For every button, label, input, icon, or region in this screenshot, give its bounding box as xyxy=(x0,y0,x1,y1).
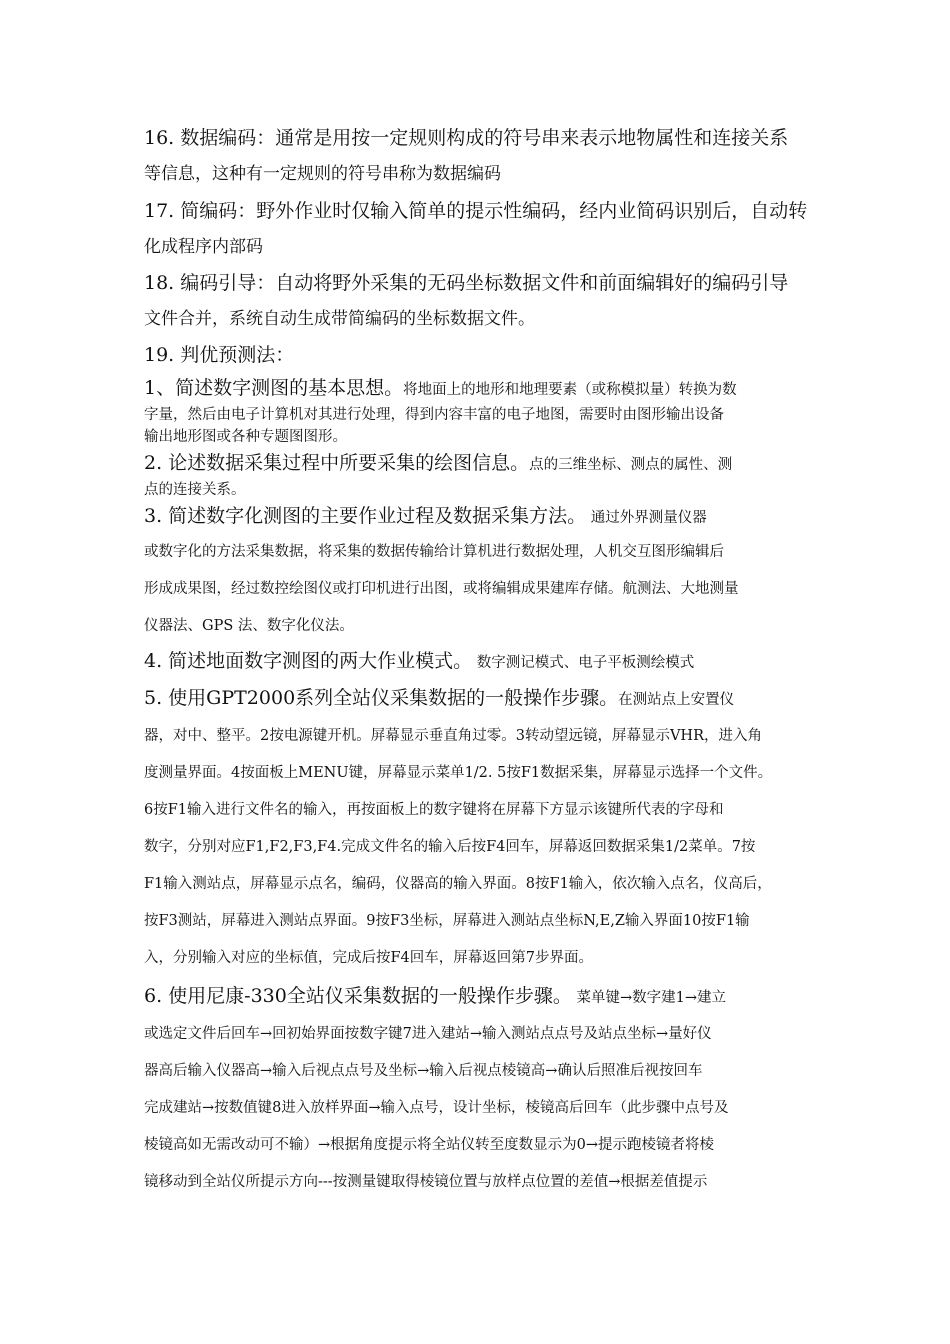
answer-line: 字量，然后由电子计算机对其进行处理，得到内容丰富的电子地图，需要时由图形输出设备 xyxy=(144,407,724,423)
answer-line: 完成建站→按数值键8进入放样界面→输入点号，设计坐标，棱镜高后回车（此步骤中点号及 xyxy=(144,1100,729,1116)
answer-line: 镜移动到全站仪所提示方向---按测量键取得棱镜位置与放样点位置的差值→根据差值提示 xyxy=(144,1174,708,1190)
paragraph-18 xyxy=(144,265,812,337)
answer-line: 6按F1输入进行文件名的输入，再按面板上的数字键将在屏幕下方显示该键所代表的字母和 xyxy=(144,802,724,818)
answer-line: 输出地形图或各种专题图图形。 xyxy=(144,429,347,445)
answer-text: 数字测记模式、电子平板测绘模式 xyxy=(472,655,695,671)
text-line: 16. 数据编码：通常是用按一定规则构成的符号串来表示地物属性和连接关系 xyxy=(144,127,789,149)
question-5 xyxy=(144,680,812,977)
answer-line: 棱镜高如无需改动可不输）→根据角度提示将全站仪转至度数显示为0→提示跑棱镜者将棱 xyxy=(144,1137,715,1153)
answer-line: 或数字化的方法采集数据，将采集的数据传输给计算机进行数据处理，人机交互图形编辑后 xyxy=(144,544,724,560)
answer-text: 在测站点上安置仪 xyxy=(618,692,735,708)
question-heading: 2. 论述数据采集过程中所要采集的绘图信息。 xyxy=(144,452,530,474)
answer-line: 或选定文件后回车→回初始界面按数字键7进入建站→输入测站点点号及站点坐标→量好仪 xyxy=(144,1026,712,1042)
answer-text: 点的三维坐标、测点的属性、测 xyxy=(529,457,733,473)
answer-line: 入，分别输入对应的坐标值，完成后按F4回车，屏幕返回第7步界面。 xyxy=(144,950,594,966)
paragraph-17 xyxy=(144,193,812,265)
question-2 xyxy=(144,450,812,501)
paragraph-16 xyxy=(144,120,812,192)
question-4 xyxy=(144,645,812,679)
question-1 xyxy=(144,375,812,448)
text-line: 等信息，这种有一定规则的符号串称为数据编码 xyxy=(144,164,501,184)
text-line: 化成程序内部码 xyxy=(144,237,263,257)
answer-line: 点的连接关系。 xyxy=(144,482,246,498)
answer-line: 形成成果图，经过数控绘图仪或打印机进行出图，或将编辑成果建库存储。航测法、大地测量 xyxy=(144,581,739,597)
question-6 xyxy=(144,978,812,1201)
question-heading: 4. 简述地面数字测图的两大作业模式。 xyxy=(144,650,473,672)
text-line: 18. 编码引导：自动将野外采集的无码坐标数据文件和前面编辑好的编码引导 xyxy=(144,272,789,294)
text-line: 文件合并，系统自动生成带简编码的坐标数据文件。 xyxy=(144,309,535,329)
text-line: 19. 判优预测法： xyxy=(144,344,295,366)
question-heading: 5. 使用GPT2000系列全站仪采集数据的一般操作步骤。 xyxy=(144,687,619,709)
text-line: 17. 简编码：野外作业时仅输入简单的提示性编码，经内业简码识别后，自动转 xyxy=(144,200,808,222)
paragraph-19 xyxy=(144,337,812,373)
answer-line: 器，对中、整平。2按电源键开机。屏幕显示垂直角过零。3转动望远镜，屏幕显示VHR，进入角 xyxy=(144,728,762,744)
answer-line: 仪器法、GPS 法、数字化仪法。 xyxy=(144,618,354,634)
question-heading: 1、简述数字测图的基本思想。 xyxy=(144,377,404,399)
question-heading: 3. 简述数字化测图的主要作业过程及数据采集方法。 xyxy=(144,505,587,527)
answer-line: F1输入测站点，屏幕显示点名，编码，仪器高的输入界面。8按F1输入，依次输入点名，仪高后， xyxy=(144,876,772,892)
answer-line: 度测量界面。4按面板上MENU键，屏幕显示菜单1/2. 5按F1数据采集，屏幕显示选择一个文件。 xyxy=(144,765,773,781)
answer-text: 菜单键→数字建1→建立 xyxy=(571,990,726,1006)
answer-text: 通过外界测量仪器 xyxy=(586,510,707,526)
answer-line: 数字，分别对应F1,F2,F3,F4.完成文件名的输入后按F4回车，屏幕返回数据采集1/2菜单。7按 xyxy=(144,839,756,855)
answer-line: 器高后输入仪器高→输入后视点点号及坐标→输入后视点棱镜高→确认后照准后视按回车 xyxy=(144,1063,703,1079)
question-3 xyxy=(144,500,812,645)
answer-line: 按F3测站，屏幕进入测站点界面。9按F3坐标，屏幕进入测站点坐标N,E,Z输入界面10按F1输 xyxy=(144,913,750,929)
answer-text: 将地面上的地形和地理要素（或称模拟量）转换为数 xyxy=(403,382,737,398)
question-heading: 6. 使用尼康-330全站仪采集数据的一般操作步骤。 xyxy=(144,985,572,1007)
